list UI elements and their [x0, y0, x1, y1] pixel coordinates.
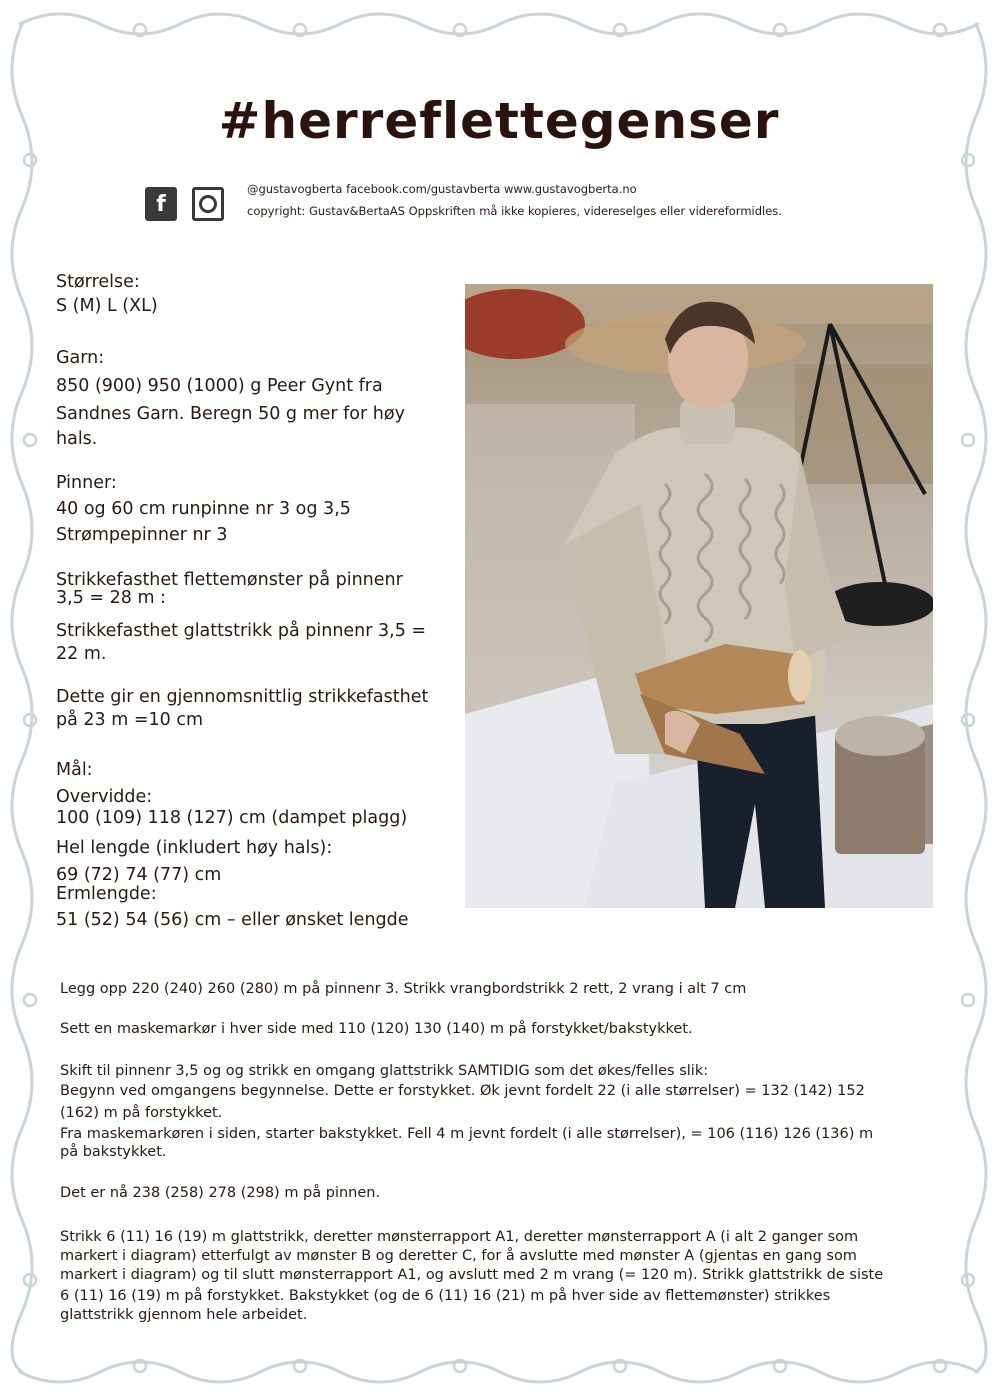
gauge-text: 22 m. [56, 644, 107, 664]
chest-label: Overvidde: [56, 787, 153, 807]
instruction-text: (162) m på forstykket. [60, 1105, 223, 1121]
gauge-text: 3,5 = 28 m : [56, 588, 166, 608]
length-value: 69 (72) 74 (77) cm [56, 865, 222, 885]
copyright-notice: copyright: Gustav&BertaAS Oppskriften må ikke kopieres, videreselges eller videreformidles. [247, 204, 782, 218]
instruction-text: Skift til pinnenr 3,5 og og strikk en omgang glattstrikk SAMTIDIG som det økes/felles slik: [60, 1063, 709, 1079]
chest-value: 100 (109) 118 (127) cm (dampet plagg) [56, 808, 408, 828]
yarn-value: 850 (900) 950 (1000) g Peer Gynt fra [56, 376, 383, 396]
measure-label: Mål: [56, 760, 93, 780]
gauge-stockinette [56, 620, 456, 666]
instruction-text: Strikk 6 (11) 16 (19) m glattstrikk, deretter mønsterrapport A1, deretter mønsterrapport A (i alt 2 ganger som [60, 1229, 859, 1245]
instruction-text: Det er nå 238 (258) 278 (298) m på pinnen. [60, 1185, 381, 1201]
size-label: Størrelse: [56, 272, 140, 292]
instruction-cast-on [60, 980, 930, 998]
instruction-text: Fra maskemarkøren i siden, starter bakstykket. Fell 4 m jevnt fordelt (i alle størrelser), = 106 (116) 126 (136) m [60, 1126, 874, 1142]
instagram-icon[interactable] [192, 187, 224, 221]
measurements-section [56, 758, 456, 782]
instruction-switch-needles [60, 1061, 930, 1161]
length-label: Hel lengde (inkludert høy hals): [56, 838, 333, 858]
sleeve-value: 51 (52) 54 (56) cm – eller ønsket lengde [56, 910, 409, 930]
size-section [56, 270, 456, 318]
yarn-value: hals. [56, 429, 98, 449]
instruction-text: på bakstykket. [60, 1144, 167, 1160]
gauge-text: Dette gir en gjennomsnittlig strikkefasthet [56, 687, 429, 707]
instruction-text: Sett en maskemarkør i hver side med 110 (120) 130 (140) m på forstykket/bakstykket. [60, 1021, 693, 1037]
needles-section [56, 470, 456, 548]
sweater-photo [465, 284, 933, 908]
instruction-text: markert i diagram) og til slutt mønsterrapport A1, og avslutt med 2 m vrang (= 120 m). Strikk glattstrikk de siste [60, 1267, 884, 1283]
instruction-text: 6 (11) 16 (19) m på forstykket. Bakstykket (og de 6 (11) 16 (21) m på hver side av flettemønster) strikkes [60, 1288, 831, 1304]
sleeve-measure [56, 881, 456, 933]
instruction-text: glattstrikk gjennom hele arbeidet. [60, 1307, 308, 1323]
size-value: S (M) L (XL) [56, 296, 158, 316]
gauge-text: Strikkefasthet glattstrikk på pinnenr 3,5 = [56, 621, 427, 641]
yarn-value: Sandnes Garn. Beregn 50 g mer for høy [56, 404, 405, 424]
chest-measure [56, 787, 456, 829]
instruction-text: markert i diagram) etterfulgt av mønster B og deretter C, for å avslutte med mønster A (gjentas en gang som [60, 1248, 857, 1264]
gauge-pattern [56, 571, 456, 607]
needles-label: Pinner: [56, 473, 117, 493]
yarn-label: Garn: [56, 348, 105, 368]
gauge-text: Strikkefasthet flettemønster på pinnenr [56, 570, 403, 590]
facebook-icon[interactable]: f [145, 187, 177, 221]
instruction-stitch-count [60, 1184, 930, 1202]
needles-value: 40 og 60 cm runpinne nr 3 og 3,5 [56, 499, 351, 519]
instruction-pattern [60, 1228, 930, 1323]
social-handles: @gustavogberta facebook.com/gustavberta www.gustavogberta.no [247, 182, 637, 196]
instruction-markers [60, 1020, 930, 1038]
page-title: #herreflettegenser [218, 92, 780, 150]
yarn-section [56, 344, 456, 450]
sleeve-label: Ermlengde: [56, 884, 157, 904]
gauge-average [56, 686, 456, 732]
needles-value: Strømpepinner nr 3 [56, 525, 228, 545]
gauge-text: på 23 m =10 cm [56, 710, 203, 730]
instruction-text: Begynn ved omgangens begynnelse. Dette er forstykket. Øk jevnt fordelt 22 (i alle størrelser) = 132 (142) 152 [60, 1083, 865, 1099]
instruction-text: Legg opp 220 (240) 260 (280) m på pinnenr 3. Strikk vrangbordstrikk 2 rett, 2 vrang i alt 7 cm [60, 981, 747, 997]
